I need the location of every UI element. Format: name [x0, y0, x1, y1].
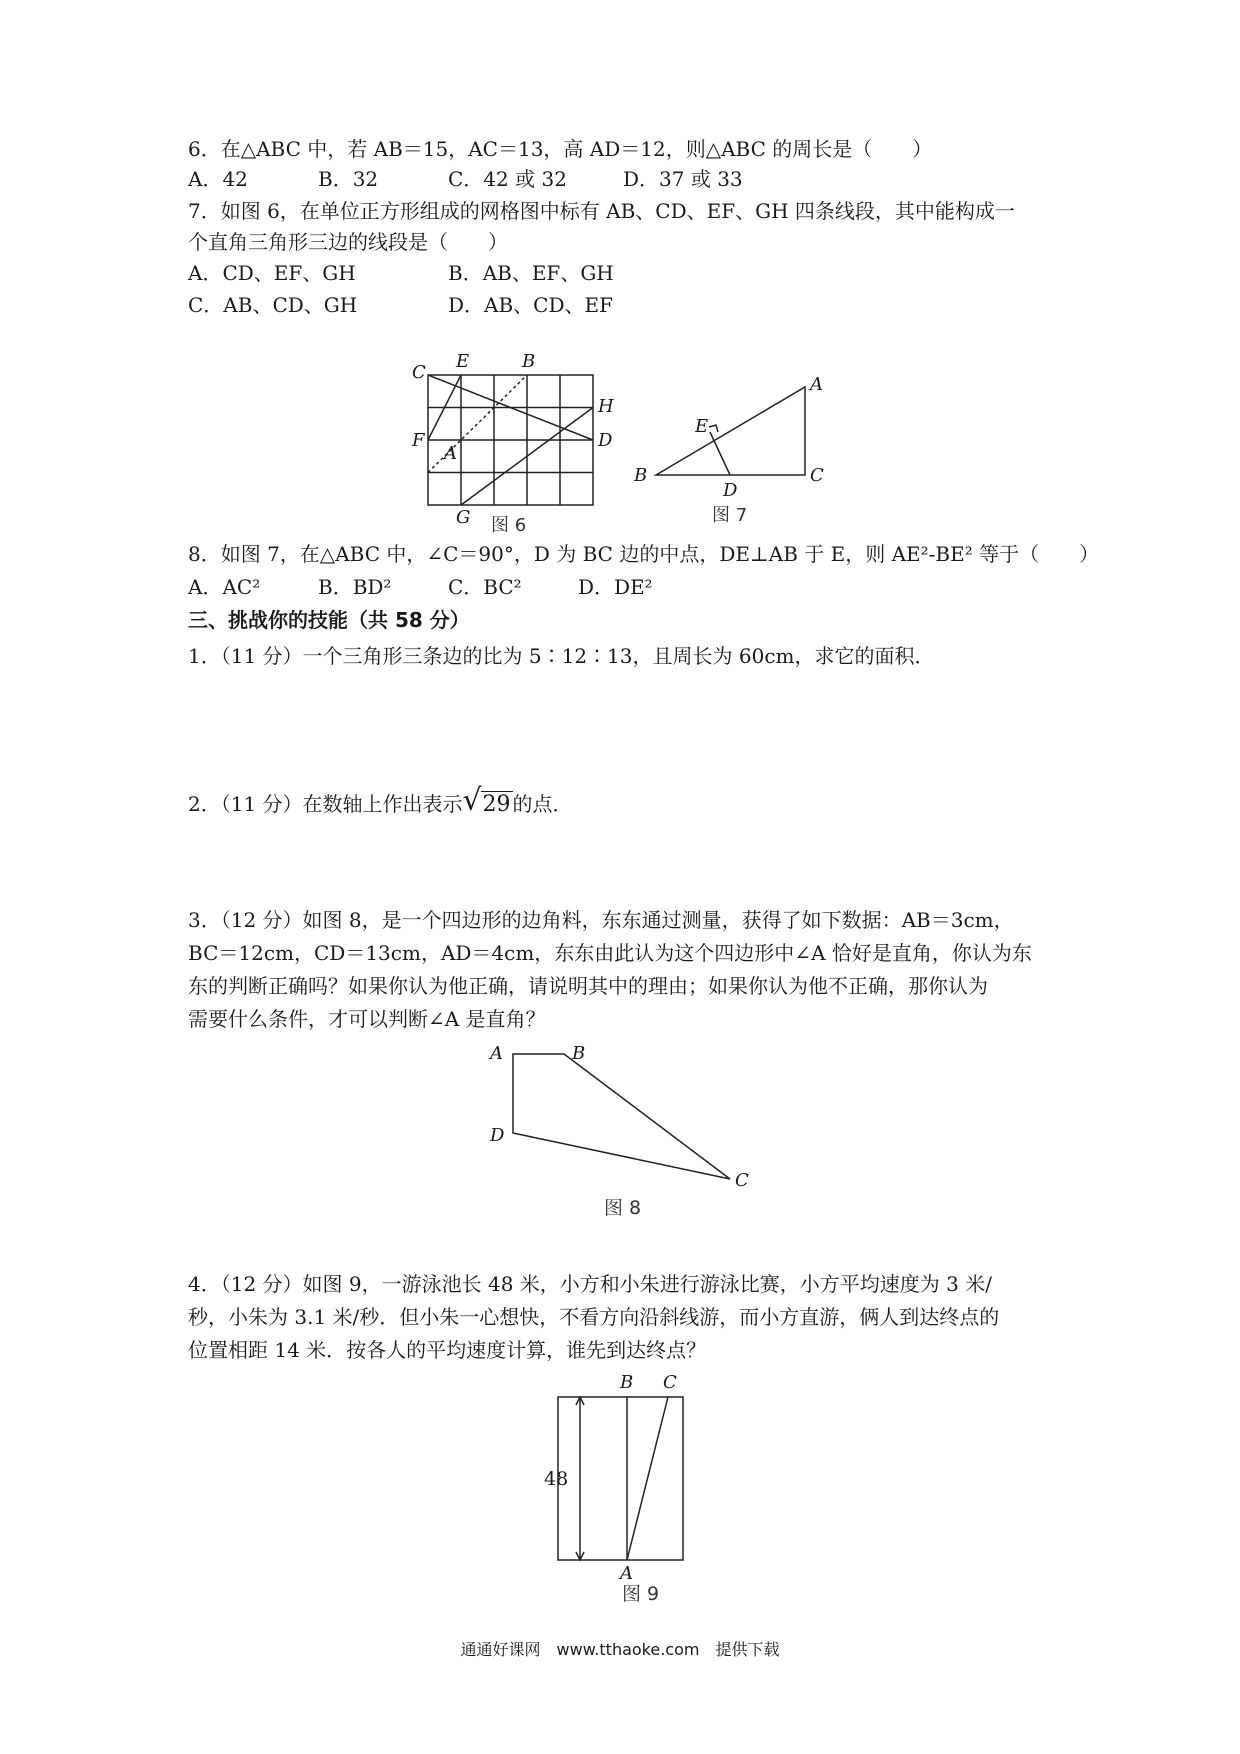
sqrt-expression	[462, 783, 513, 819]
q7-line2: 个直角三角形三边的线段是（ ）	[188, 230, 508, 254]
fig6-label-d: D	[598, 430, 613, 451]
problem-2-suffix: 的点．	[512, 792, 573, 816]
radicand: 29	[482, 792, 511, 817]
fig7-label-c: C	[810, 465, 824, 486]
fig7-label-a: A	[810, 374, 823, 395]
fig9-label-a: A	[620, 1563, 633, 1584]
q7-option-a: A．CD、EF、GH	[188, 261, 356, 285]
q6-option-b: B．32	[318, 167, 379, 191]
problem-2-text	[188, 783, 573, 819]
q6-option-d: D．37 或 33	[623, 167, 743, 191]
fig7-caption: 图 7	[712, 505, 748, 526]
q8-option-d: D．DE²	[578, 575, 653, 599]
problem-4-line2: 秒，小朱为 3.1 米/秒．但小朱一心想快，不看方向沿斜线游，而小方直游，俩人到达终点的	[188, 1305, 1000, 1329]
figure-6-grid	[400, 345, 620, 525]
fig6-label-g: G	[456, 507, 471, 525]
figure-8-quadrilateral	[480, 1030, 760, 1190]
q7-line1: 7．如图 6，在单位正方形组成的网格图中标有 AB、CD、EF、GH 四条线段，其中能构成一	[188, 199, 1015, 223]
q6-text: 6．在△ABC 中，若 AB＝15，AC＝13，高 AD＝12，则△ABC 的周长是（ ）	[188, 137, 933, 161]
q7-option-c: C．AB、CD、GH	[188, 293, 358, 317]
fig9-label-c: C	[663, 1372, 677, 1393]
section-3-title: 三、挑战你的技能（共 58 分）	[188, 608, 470, 632]
fig7-label-d: D	[723, 480, 738, 500]
fig8-label-b: B	[572, 1043, 586, 1064]
fig7-label-b: B	[634, 465, 648, 486]
problem-2-prefix: 2．（11 分）在数轴上作出表示	[188, 792, 463, 816]
fig6-label-e: E	[456, 351, 470, 372]
radical-sign-icon: √	[462, 783, 482, 818]
figure-9-pool	[530, 1370, 720, 1585]
fig8-label-d: D	[490, 1125, 505, 1146]
problem-1-text: 1．（11 分）一个三角形三条边的比为 5∶12∶13，且周长为 60cm，求它的面积．	[188, 644, 935, 668]
q6-option-a: A．42	[188, 167, 248, 191]
fig7-label-e: E	[695, 416, 709, 437]
q8-option-c: C．BC²	[448, 575, 522, 599]
fig8-label-c: C	[735, 1170, 749, 1190]
q7-option-d: D．AB、CD、EF	[448, 293, 613, 317]
fig8-label-a: A	[490, 1043, 503, 1064]
fig6-label-f: F	[412, 430, 425, 451]
fig6-label-b: B	[522, 351, 536, 372]
q8-option-b: B．BD²	[318, 575, 392, 599]
q7-option-b: B．AB、EF、GH	[448, 261, 614, 285]
footer-source: 通通好课网 www.tthaoke.com 提供下载	[460, 1640, 780, 1659]
q6-option-c: C．42 或 32	[448, 167, 567, 191]
problem-3-line4: 需要什么条件，才可以判断∠A 是直角？	[188, 1007, 546, 1031]
q8-option-a: A．AC²	[188, 575, 261, 599]
problem-3-line2: BC＝12cm，CD＝13cm，AD＝4cm，东东由此认为这个四边形中∠A 恰好是直角，你认为东	[188, 941, 1032, 965]
figure-7-triangle	[630, 370, 850, 500]
problem-3-line1: 3．（12 分）如图 8，是一个四边形的边角料，东东通过测量，获得了如下数据：AB＝3cm，	[188, 908, 1014, 932]
fig6-caption: 图 6	[491, 515, 527, 536]
problem-4-line3: 位置相距 14 米．按各人的平均速度计算，谁先到达终点？	[188, 1338, 707, 1362]
q8-text: 8．如图 7，在△ABC 中，∠C＝90°，D 为 BC 边的中点，DE⊥AB 于 E，则 AE²-BE² 等于（ ）	[188, 542, 1100, 566]
fig9-label-b: B	[620, 1372, 634, 1393]
fig9-length-label: 48	[544, 1468, 569, 1490]
problem-3-line3: 东的判断正确吗？如果你认为他正确，请说明其中的理由；如果你认为他不正确，那你认为	[188, 974, 988, 998]
problem-4-line1: 4．（12 分）如图 9，一游泳池长 48 米，小方和小朱进行游泳比赛，小方平均速度为 3 米/	[188, 1272, 992, 1296]
fig9-caption: 图 9	[622, 1583, 660, 1605]
fig6-label-h: H	[598, 396, 614, 417]
fig6-label-c: C	[412, 362, 426, 383]
fig8-caption: 图 8	[604, 1197, 642, 1219]
fig6-label-a: A	[444, 443, 457, 464]
